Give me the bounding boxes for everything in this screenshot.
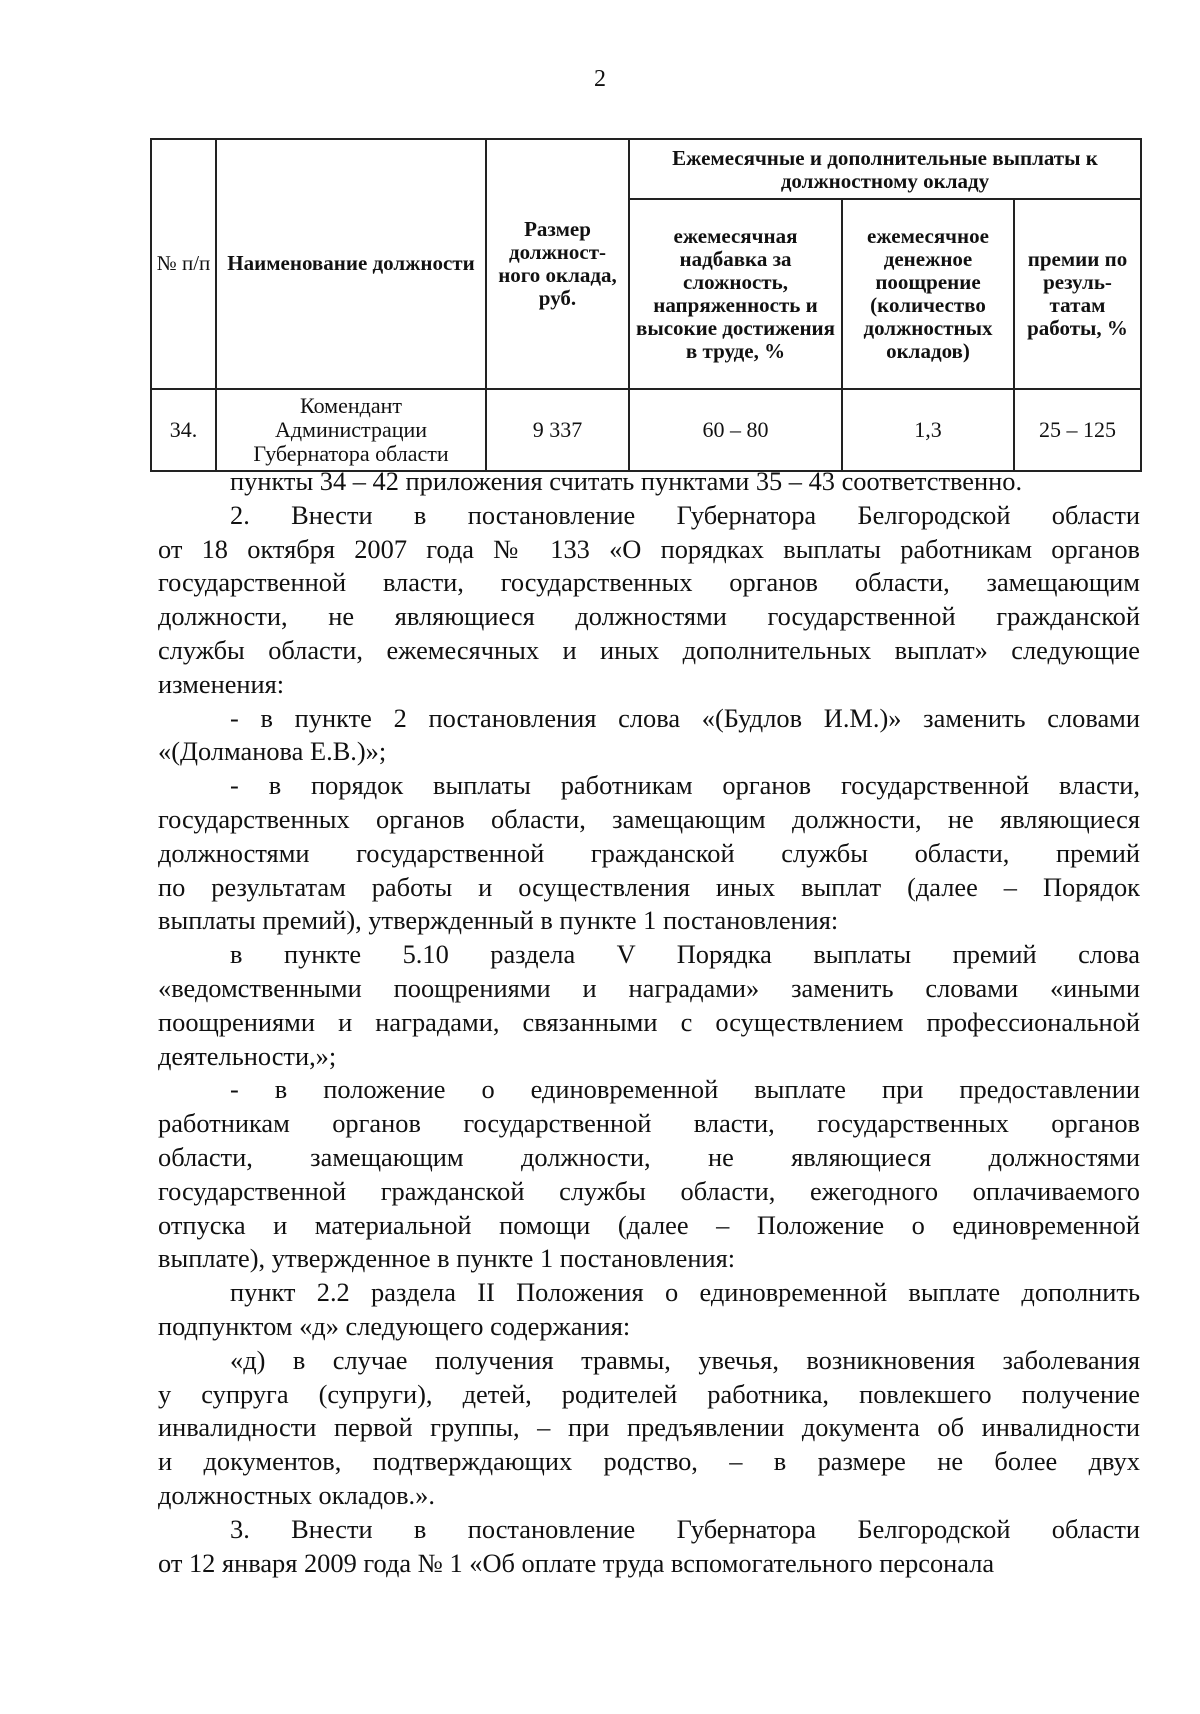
text-line: деятельности,»; (158, 1040, 337, 1071)
cell-premium: 25 – 125 (1014, 389, 1141, 471)
text-line: пункты 34 – 42 приложения считать пунктами 35 – 43 соответственно. (230, 466, 1023, 496)
text-line: «ведомственными поощрениями и наградами» заменить словами «иными (158, 972, 1140, 1003)
text-line: - в положение о единовременной выплате при предоставлении (230, 1074, 1140, 1105)
text-line: государственной власти, государственных органов области, замещающим (158, 567, 1140, 598)
text-line: от 12 января 2009 года № 1 «Об оплате труда вспомогательного персонала (158, 1547, 995, 1578)
paragraph-4 (158, 769, 1140, 938)
text-line: должностных окладов.». (158, 1479, 435, 1510)
text-line: работникам органов государственной власти, государственных органов (158, 1108, 1140, 1139)
cell-bonus-complexity: 60 – 80 (629, 389, 842, 471)
text-line: службы области, ежемесячных и иных дополнительных выплат» следующие (158, 634, 1140, 665)
header-monthly-incentive: ежемесячное денежное поощрение (количество должностных окладов) (842, 199, 1014, 389)
text-line: должностями государственной гражданской службы области, премий (158, 837, 1140, 868)
paragraph-7 (158, 1276, 1140, 1344)
header-payments-group: Ежемесячные и дополнительные выплаты к должностному окладу (629, 139, 1141, 199)
document-body (158, 465, 1140, 1580)
cell-salary: 9 337 (486, 389, 629, 471)
text-line: - в порядок выплаты работникам органов государственной власти, (230, 770, 1140, 801)
paragraph-6 (158, 1073, 1140, 1276)
header-premium: премии по резуль-татам работы, % (1014, 199, 1141, 389)
text-line: инвалидности первой группы, – при предъявлении документа об инвалидности (158, 1412, 1140, 1443)
paragraph-9 (158, 1513, 1140, 1581)
text-line: отпуска и материальной помощи (далее – Положение о единовременной (158, 1209, 1140, 1240)
header-num: № п/п (151, 139, 216, 389)
text-line: должности, не являющиеся должностями государственной гражданской (158, 601, 1140, 632)
text-line: 2. Внести в постановление Губернатора Белгородской области (230, 499, 1140, 530)
cell-num: 34. (151, 389, 216, 471)
salary-table (150, 138, 1142, 472)
header-bonus-complexity: ежемесячная надбавка за сложность, напряженность и высокие достижения в труде, % (629, 199, 842, 389)
text-line: в пункте 5.10 раздела V Порядка выплаты премий слова (230, 939, 1140, 970)
page-number: 2 (594, 66, 606, 92)
text-line: поощрениями и наградами, связанными с осуществлением профессиональной (158, 1006, 1140, 1037)
text-line: «д) в случае получения травмы, увечья, возникновения заболевания (230, 1344, 1140, 1375)
header-salary: Размер должност-ного оклада, руб. (486, 139, 629, 389)
paragraph-8 (158, 1344, 1140, 1513)
paragraph-2 (158, 499, 1140, 702)
cell-name: Комендант Администрации Губернатора области (216, 389, 486, 471)
text-line: области, замещающим должности, не являющиеся должностями (158, 1141, 1140, 1172)
text-line: выплате), утвержденное в пункте 1 постановления: (158, 1243, 736, 1274)
text-line: и документов, подтверждающих родство, – в размере не более двух (158, 1446, 1140, 1477)
text-line: выплаты премий), утвержденный в пункте 1 постановления: (158, 905, 839, 936)
text-line: государственной гражданской службы области, ежегодного оплачиваемого (158, 1175, 1140, 1206)
cell-monthly-incentive: 1,3 (842, 389, 1014, 471)
text-line: 3. Внести в постановление Губернатора Белгородской области (230, 1513, 1140, 1544)
paragraph-5 (158, 938, 1140, 1073)
text-line: «(Долманова Е.В.)»; (158, 736, 387, 767)
text-line: подпунктом «д» следующего содержания: (158, 1310, 631, 1341)
header-name: Наименование должности (216, 139, 486, 389)
text-line: пункт 2.2 раздела II Положения о единовременной выплате дополнить (230, 1277, 1140, 1308)
text-line: у супруга (супруги), детей, родителей работника, повлекшего получение (158, 1378, 1140, 1409)
paragraph-1 (158, 465, 1140, 499)
text-line: от 18 октября 2007 года № 133 «О порядках выплаты работникам органов (158, 533, 1140, 564)
text-line: изменения: (158, 668, 285, 699)
text-line: - в пункте 2 постановления слова «(Будлов И.М.)» заменить словами (230, 702, 1140, 733)
paragraph-3 (158, 702, 1140, 770)
text-line: государственных органов области, замещающим должности, не являющиеся (158, 803, 1140, 834)
table-row (151, 389, 1141, 471)
text-line: по результатам работы и осуществления иных выплат (далее – Порядок (158, 871, 1140, 902)
